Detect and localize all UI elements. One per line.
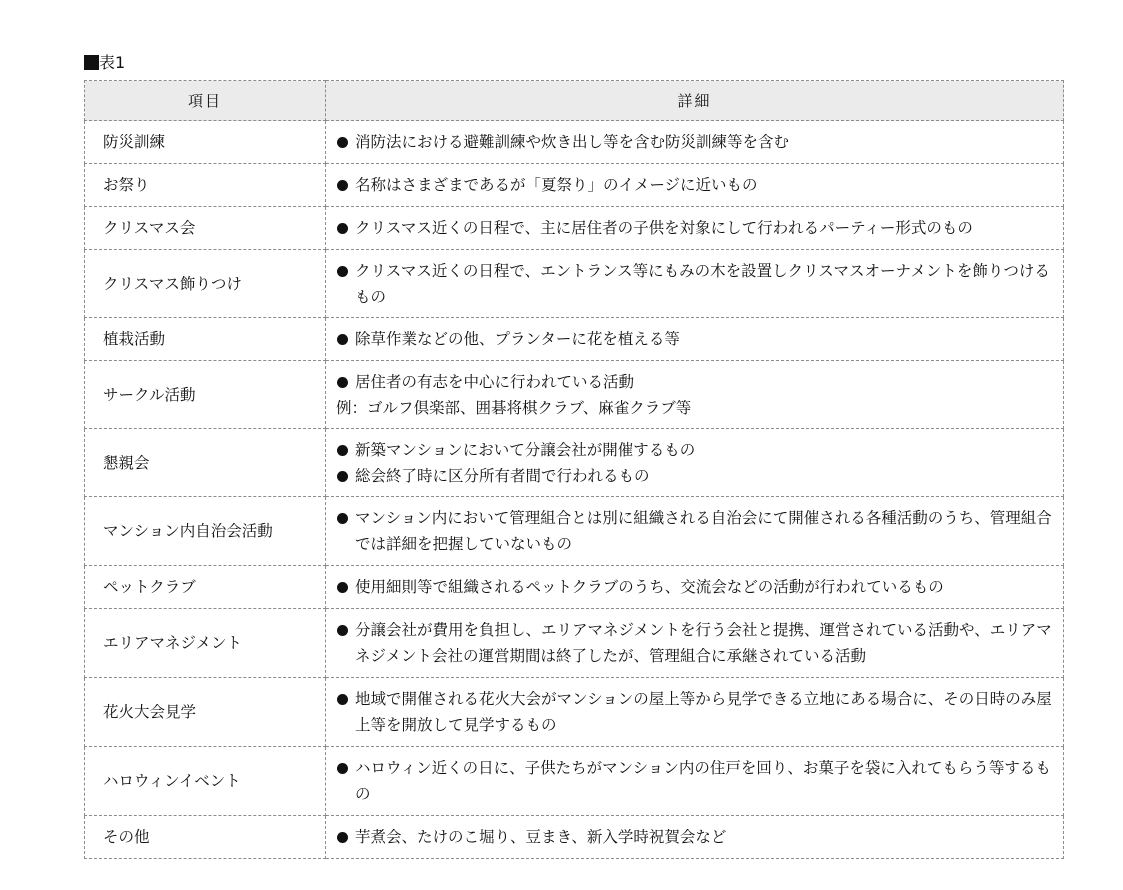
- bullet-icon: [337, 266, 348, 277]
- detail-text: クリスマス近くの日程で、エントランス等にもみの木を設置しクリスマスオーナメントを飾りつけるもの: [355, 261, 1050, 306]
- header-detail: 詳細: [326, 81, 1064, 121]
- row-detail: [326, 566, 1064, 609]
- activities-table: [84, 80, 1064, 859]
- bullet-icon: [337, 223, 348, 234]
- bullet-icon: [337, 334, 348, 345]
- row-item: クリスマス飾りつけ: [85, 250, 326, 318]
- row-detail: [326, 747, 1064, 816]
- row-detail: [326, 609, 1064, 678]
- row-item: お祭り: [85, 164, 326, 207]
- row-item: 花火大会見学: [85, 678, 326, 747]
- black-square-icon: [84, 55, 99, 70]
- row-detail: [326, 678, 1064, 747]
- detail-text: 居住者の有志を中心に行われている活動: [355, 372, 635, 391]
- row-item: ペットクラブ: [85, 566, 326, 609]
- table-row: [85, 816, 1064, 859]
- row-detail: [326, 318, 1064, 361]
- detail-text: クリスマス近くの日程で、主に居住者の子供を対象にして行われるパーティー形式のもの: [355, 219, 973, 237]
- table-row: [85, 429, 1064, 497]
- detail-text: マンション内において管理組合とは別に組織される自治会にて開催される各種活動のうち、管理組合では詳細を把握していないもの: [355, 509, 1052, 553]
- bullet-line: [336, 326, 1053, 352]
- detail-text: 総会終了時に区分所有者間で行われるもの: [355, 466, 650, 485]
- row-item: 防災訓練: [85, 121, 326, 164]
- row-detail: [326, 207, 1064, 250]
- bullet-line: [336, 369, 1053, 395]
- row-item: クリスマス会: [85, 207, 326, 250]
- detail-text: 名称はさまざまであるが「夏祭り」のイメージに近いもの: [355, 176, 758, 194]
- bullet-line: [336, 755, 1053, 807]
- detail-text: 除草作業などの他、プランターに花を植える等: [355, 330, 680, 348]
- caption-text: 表1: [99, 53, 126, 72]
- row-item: マンション内自治会活動: [85, 497, 326, 566]
- bullet-line: [336, 824, 1053, 850]
- row-item: 懇親会: [85, 429, 326, 497]
- bullet-line: [336, 463, 1053, 489]
- bullet-line: [336, 258, 1053, 310]
- bullet-icon: [337, 832, 348, 843]
- bullet-line: [336, 215, 1053, 241]
- bullet-line: [336, 437, 1053, 463]
- detail-text: 新築マンションにおいて分譲会社が開催するもの: [355, 440, 696, 459]
- table-row: [85, 207, 1064, 250]
- bullet-line: [336, 505, 1053, 557]
- table-caption: [84, 52, 125, 74]
- table-row: [85, 318, 1064, 361]
- row-detail: [326, 361, 1064, 429]
- row-item: その他: [85, 816, 326, 859]
- row-item: サークル活動: [85, 361, 326, 429]
- bullet-line: [336, 172, 1053, 198]
- row-item: エリアマネジメント: [85, 609, 326, 678]
- row-item: 植栽活動: [85, 318, 326, 361]
- row-detail: [326, 164, 1064, 207]
- header-item: 項目: [85, 81, 326, 121]
- row-detail: [326, 497, 1064, 566]
- row-item: ハロウィンイベント: [85, 747, 326, 816]
- bullet-icon: [337, 180, 348, 191]
- table-row: [85, 747, 1064, 816]
- detail-text: 芋煮会、たけのこ堀り、豆まき、新入学時祝賀会など: [355, 828, 727, 846]
- table-row: [85, 497, 1064, 566]
- detail-text: ハロウィン近くの日に、子供たちがマンション内の住戸を回り、お菓子を袋に入れてもらう等するもの: [355, 759, 1051, 803]
- detail-text: 消防法における避難訓練や炊き出し等を含む防災訓練等を含む: [355, 133, 790, 151]
- bullet-icon: [337, 625, 348, 636]
- table-row: [85, 164, 1064, 207]
- bullet-icon: [337, 445, 348, 456]
- bullet-line: [336, 617, 1053, 669]
- bullet-line: [336, 686, 1053, 738]
- table-row: [85, 566, 1064, 609]
- table-row: [85, 250, 1064, 318]
- bullet-icon: [337, 582, 348, 593]
- row-detail: [326, 429, 1064, 497]
- detail-note: 例：ゴルフ倶楽部、囲碁将棋クラブ、麻雀クラブ等: [336, 398, 692, 417]
- bullet-icon: [337, 694, 348, 705]
- row-detail: [326, 816, 1064, 859]
- bullet-icon: [337, 137, 348, 148]
- table-row: [85, 609, 1064, 678]
- table-header-row: [85, 81, 1064, 121]
- bullet-line: [336, 129, 1053, 155]
- bullet-icon: [337, 471, 348, 482]
- table-row: [85, 678, 1064, 747]
- table-row: [85, 121, 1064, 164]
- row-detail: [326, 250, 1064, 318]
- table-row: [85, 361, 1064, 429]
- bullet-icon: [337, 513, 348, 524]
- detail-text: 分譲会社が費用を負担し、エリアマネジメントを行う会社と提携、運営されている活動や、エリアマネジメント会社の運営期間は終了したが、管理組合に承継されている活動: [355, 621, 1052, 665]
- detail-text: 使用細則等で組織されるペットクラブのうち、交流会などの活動が行われているもの: [355, 578, 944, 596]
- row-detail: [326, 121, 1064, 164]
- bullet-icon: [337, 377, 348, 388]
- bullet-line: [336, 574, 1053, 600]
- detail-text: 地域で開催される花火大会がマンションの屋上等から見学できる立地にある場合に、その日時のみ屋上等を開放して見学するもの: [355, 690, 1052, 734]
- bullet-icon: [337, 763, 348, 774]
